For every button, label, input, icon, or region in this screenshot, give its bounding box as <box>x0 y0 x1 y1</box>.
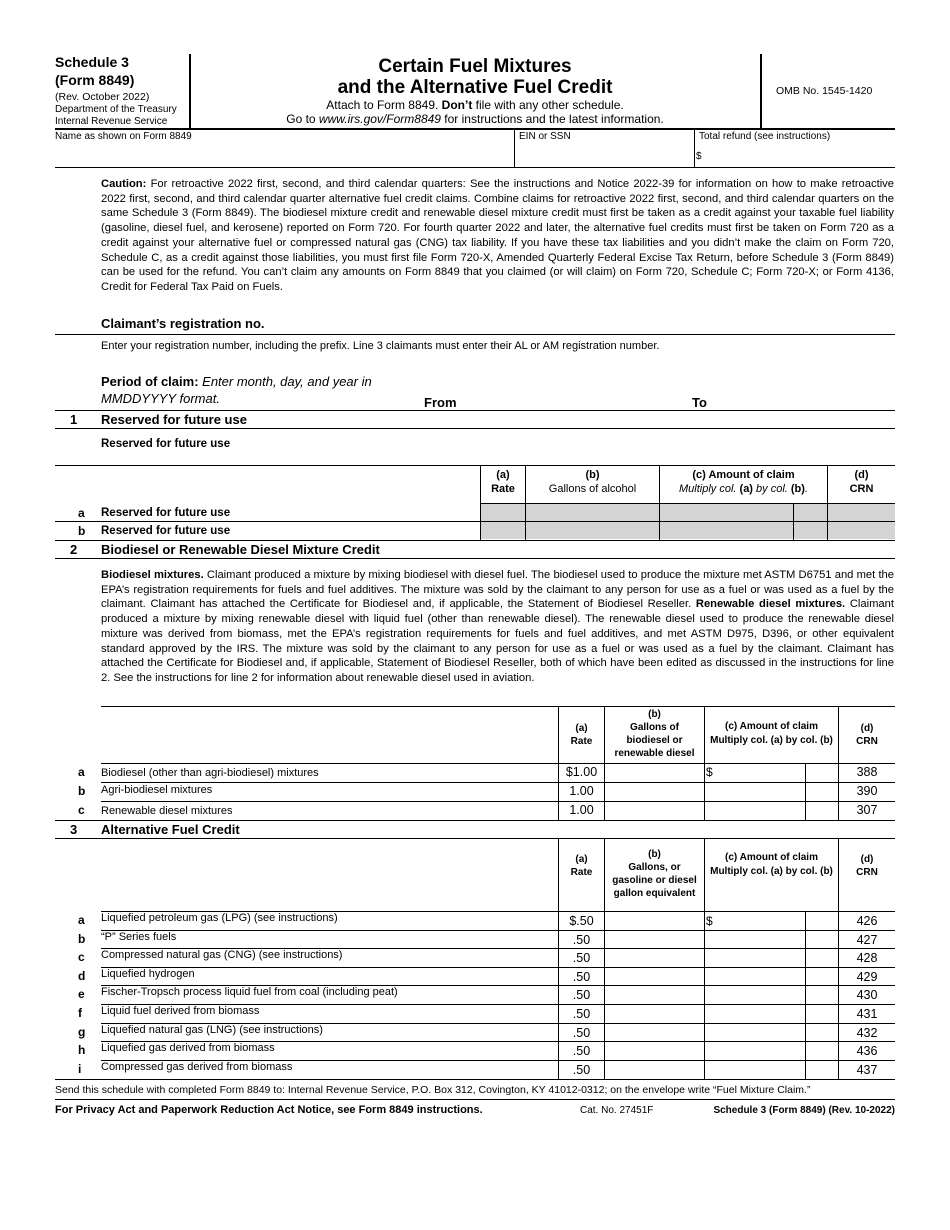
line-3-col-c-header: (c) Amount of claim Multiply col. (a) by col. (b) <box>710 852 833 877</box>
row-crn: 426 <box>856 914 878 928</box>
amount-input[interactable] <box>706 784 806 801</box>
row-crn: 390 <box>856 784 878 798</box>
line-2-number: 2 <box>70 542 78 557</box>
irs-link[interactable]: www.irs.gov/Form8849 <box>318 112 441 126</box>
row-crn: 431 <box>856 1007 878 1021</box>
line-2-description: Biodiesel mixtures. Claimant produced a mixture by mixing biodiesel with diesel fuel. The biodiesel used to produce the mixture met ASTM D6751 and met the EPA’s registration requirements for fuels and fuel additives. The mixture was sold by the claimant to any person for use as a fuel or was used as a fuel by the claimant. Claimant has attached the Certificate for Biodiesel and, if applicable, the Statement of Biodiesel Reseller. Renewable diesel mixtures. Claimant produced a mixture by mixing renewable diesel with liquid fuel (other than renewable diesel). The renewable diesel used to produce the renewable diesel mixture was derived from biomass, met the EPA’s registration requirements for fuels and fuel additives, and met ASTM D975, D396, or other equivalent standard approved by the IRS. The mixture was sold by the claimant to any person for use as a fuel or was used as a fuel by the claimant. Claimant has attached the Certificate for Biodiesel and, if applicable, Statement of Biodiesel Reseller, both of which have been edited as discussed in the instructions for line 2. See the instructions for line 2 for information about renewable diesel used in aviation. <box>101 569 894 684</box>
gallons-input[interactable] <box>606 1043 706 1059</box>
amount-input[interactable] <box>716 1043 806 1059</box>
line-1-number: 1 <box>70 412 78 427</box>
line-2-col-d-header: (d) CRN <box>856 723 878 747</box>
catalog-number: Cat. No. 27451F <box>580 1105 654 1116</box>
period-from-input[interactable] <box>464 392 688 412</box>
schedule-number: Schedule 3 <box>55 54 129 70</box>
row-rate: .50 <box>572 1044 591 1058</box>
refund-dollar-sign: $ <box>696 151 702 162</box>
row-rate: .50 <box>572 951 591 965</box>
ein-input[interactable] <box>518 146 694 166</box>
amount-input[interactable] <box>706 803 806 820</box>
ein-label: EIN or SSN <box>519 131 571 142</box>
row-rate: .50 <box>572 1026 591 1040</box>
line-1-col-a-header: (a) Rate <box>491 469 515 495</box>
name-label: Name as shown on Form 8849 <box>55 131 192 142</box>
mailing-instruction: Send this schedule with completed Form 8849 to: Internal Revenue Service, P.O. Box 312, Covington, KY 41012-0312; on the envelope write “Fuel Mixture Claim.” <box>55 1084 811 1096</box>
attach-instruction: Attach to Form 8849. Don’t file with any other schedule. <box>326 98 624 112</box>
row-label: Agri-biodiesel mixtures <box>101 784 213 796</box>
row-letter: d <box>78 969 86 983</box>
form-number: (Form 8849) <box>55 72 135 88</box>
row-label: Compressed natural gas (CNG) (see instructions) <box>101 949 343 961</box>
gallons-input[interactable] <box>606 950 706 966</box>
row-letter: c <box>78 950 85 964</box>
omb-number: OMB No. 1545-1420 <box>776 85 873 97</box>
gallons-input[interactable] <box>606 765 706 782</box>
row-label: Liquefied hydrogen <box>101 968 195 980</box>
refund-input[interactable] <box>706 146 895 166</box>
row-label: Liquefied gas derived from biomass <box>101 1042 275 1054</box>
row-rate: .50 <box>572 1063 591 1077</box>
row-label: “P” Series fuels <box>101 931 177 943</box>
row-label: Biodiesel (other than agri-biodiesel) mixtures <box>101 767 319 779</box>
amount-input[interactable] <box>716 950 806 966</box>
row-letter: b <box>78 932 86 946</box>
row-crn: 388 <box>856 765 878 779</box>
title-line-2: and the Alternative Fuel Credit <box>337 77 613 98</box>
row-letter: f <box>78 1006 82 1020</box>
caution-paragraph: Caution: For retroactive 2022 first, second, and third calendar quarters: See the instructions and Notice 2022-39 for information on how to make retroactive 2022 first, second, and third calendar quarter alternative fuel credit claims. Combine claims for retroactive 2022 first, second, and third calendar quarters on the same Schedule 3 (Form 8849). The biodiesel mixture credit and renewable diesel mixture credit must first be taken as a credit against your taxable fuel liability (gasoline, diesel fuel, and kerosene) reported on Form 720. For fourth quarter 2022 and later, the alternative fuel credits must first be taken on Form 720 as a credit against your alternative fuel or compressed natural gas (CNG) tax liability. If you have these tax liabilities and you didn’t make the claim on Form 720, Schedule C, as a credit against those liabilities, you must first file Form 720-X, Amended Quarterly Federal Excise Tax Return, before Schedule 3 (Form 8849) can be used for the refund. You can’t claim any amounts on Form 8849 that you claimed (or will claim) on Form 720, Schedule C; Form 720-X; or Form 4136, Credit for Federal Tax Paid on Fuels. <box>101 178 894 293</box>
amount-input[interactable] <box>716 913 806 929</box>
title-line-1: Certain Fuel Mixtures <box>378 56 572 77</box>
row-rate: 1.00 <box>569 784 594 798</box>
row-crn: 437 <box>856 1063 878 1077</box>
line-2-col-c-header: (c) Amount of claim Multiply col. (a) by col. (b) <box>710 721 833 746</box>
amount-input[interactable] <box>716 1006 806 1022</box>
gallons-input[interactable] <box>606 1062 706 1078</box>
row-letter: g <box>78 1025 86 1039</box>
line-2-col-b-header: (b) Gallons of biodiesel or renewable diesel <box>614 709 695 759</box>
amount-input[interactable] <box>716 765 806 782</box>
row-crn: 430 <box>856 988 878 1002</box>
dollar-sign: $ <box>706 914 713 928</box>
line-1-col-b-header: (b) Gallons of alcohol <box>548 469 637 495</box>
line-2-title: Biodiesel or Renewable Diesel Mixture Credit <box>101 542 380 557</box>
row-rate: .50 <box>572 933 591 947</box>
gallons-input[interactable] <box>606 784 706 801</box>
row-rate: $.50 <box>569 914 594 928</box>
row-letter: a <box>78 913 85 927</box>
row-label: Compressed gas derived from biomass <box>101 1061 293 1073</box>
form-title <box>190 56 760 98</box>
row-crn: 427 <box>856 933 878 947</box>
period-of-claim: Period of claim: Enter month, day, and year in MMDDYYYY format. <box>101 374 372 406</box>
period-to-input[interactable] <box>714 392 894 412</box>
row-label: Liquefied petroleum gas (LPG) (see instructions) <box>101 912 338 924</box>
line-3-number: 3 <box>70 822 78 837</box>
gallons-input[interactable] <box>606 1025 706 1041</box>
line-3-col-b-header: (b) Gallons, or gasoline or diesel gallon equivalent <box>612 849 697 899</box>
row-label: Fischer-Tropsch process liquid fuel from coal (including peat) <box>101 986 398 998</box>
amount-input[interactable] <box>716 987 806 1003</box>
privacy-notice: For Privacy Act and Paperwork Reduction Act Notice, see Form 8849 instructions. <box>55 1104 483 1116</box>
line-3-title: Alternative Fuel Credit <box>101 822 240 837</box>
row-letter: c <box>78 803 85 817</box>
line-1-col-d-header: (d) CRN <box>849 469 874 495</box>
line-1b-letter: b <box>78 524 86 538</box>
gallons-input[interactable] <box>606 913 706 929</box>
line-2-col-a-header: (a) Rate <box>570 723 593 747</box>
row-letter: h <box>78 1043 86 1057</box>
line-1-title: Reserved for future use <box>101 412 247 427</box>
gallons-input[interactable] <box>606 987 706 1003</box>
name-input[interactable] <box>56 146 515 166</box>
revision-date: (Rev. October 2022) <box>55 91 150 103</box>
registration-input[interactable] <box>290 312 894 334</box>
line-3-col-a-header: (a) Rate <box>570 854 593 878</box>
department: Department of the Treasury <box>55 104 177 115</box>
amount-input[interactable] <box>716 969 806 985</box>
row-crn: 432 <box>856 1026 878 1040</box>
row-crn: 307 <box>856 803 878 817</box>
gallons-input[interactable] <box>606 932 706 948</box>
dollar-sign: $ <box>706 765 713 779</box>
row-crn: 436 <box>856 1044 878 1058</box>
registration-label: Claimant’s registration no. <box>101 316 265 331</box>
goto-instruction: Go to www.irs.gov/Form8849 for instructions and the latest information. <box>286 112 664 126</box>
line-1b-label: Reserved for future use <box>101 525 231 537</box>
registration-instruction: Enter your registration number, including the prefix. Line 3 claimants must enter their AL or AM registration number. <box>101 340 660 352</box>
line-1a-label: Reserved for future use <box>101 507 231 519</box>
row-crn: 429 <box>856 970 878 984</box>
row-letter: i <box>78 1062 82 1076</box>
amount-input[interactable] <box>716 1062 806 1078</box>
period-to-label: To <box>692 395 707 410</box>
period-from-label: From <box>424 395 457 410</box>
row-rate: .50 <box>572 988 591 1002</box>
gallons-input[interactable] <box>606 1006 706 1022</box>
row-label: Renewable diesel mixtures <box>101 805 233 817</box>
row-rate: .50 <box>572 970 591 984</box>
line-1a-letter: a <box>78 506 85 520</box>
form-identifier: Schedule 3 (Form 8849) (Rev. 10-2022) <box>713 1105 895 1116</box>
gallons-input[interactable] <box>606 803 706 820</box>
row-letter: a <box>78 765 85 779</box>
refund-label: Total refund (see instructions) <box>699 131 831 142</box>
line-1-col-c-header: (c) Amount of claim Multiply col. (a) by col. (b). <box>679 469 808 495</box>
amount-input[interactable] <box>716 932 806 948</box>
row-label: Liquefied natural gas (LNG) (see instructions) <box>101 1024 323 1036</box>
gallons-input[interactable] <box>606 969 706 985</box>
line-1-subtitle: Reserved for future use <box>101 438 231 450</box>
row-rate: .50 <box>572 1007 591 1021</box>
amount-input[interactable] <box>716 1025 806 1041</box>
agency: Internal Revenue Service <box>55 116 168 127</box>
row-rate: $1.00 <box>565 765 598 779</box>
row-crn: 428 <box>856 951 878 965</box>
line-3-col-d-header: (d) CRN <box>856 854 878 878</box>
row-letter: b <box>78 784 86 798</box>
row-rate: 1.00 <box>569 803 594 817</box>
row-label: Liquid fuel derived from biomass <box>101 1005 260 1017</box>
row-letter: e <box>78 987 85 1001</box>
